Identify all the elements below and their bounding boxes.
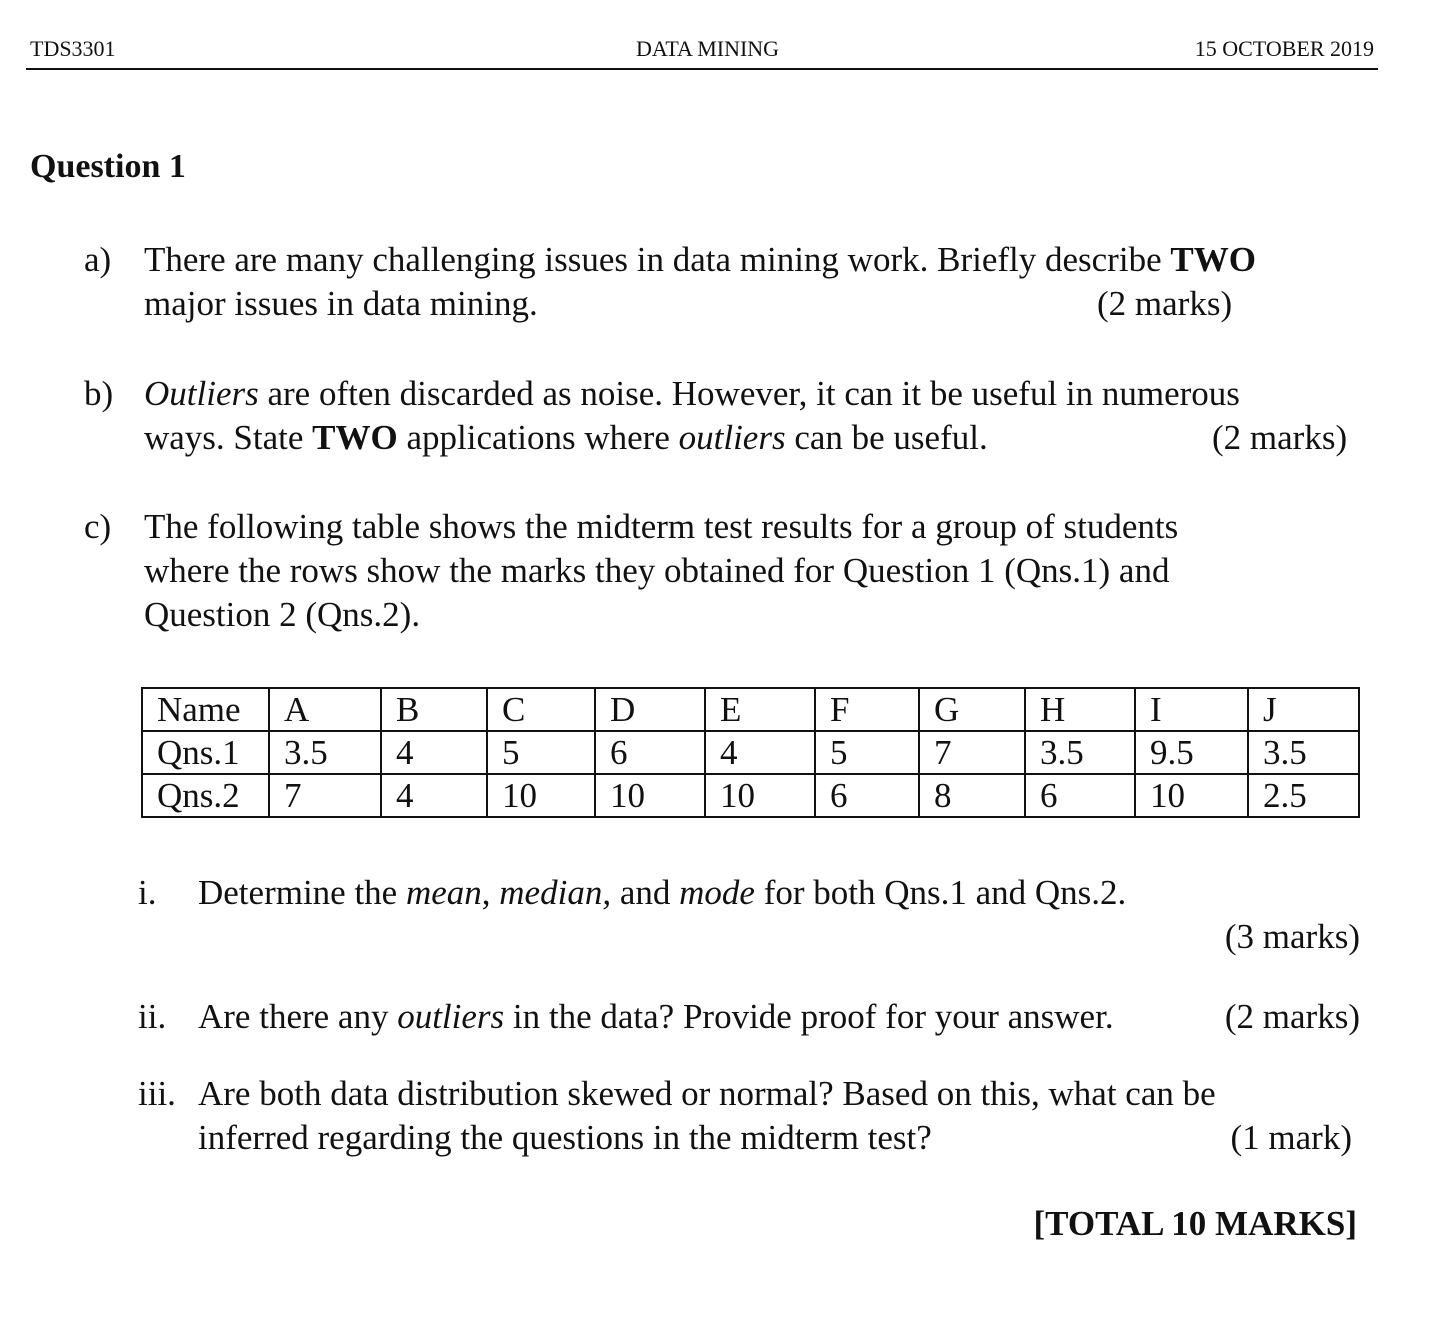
table-cell: 10 [595, 774, 705, 817]
marks-table [141, 687, 1360, 818]
part-a-line2: major issues in data mining. (2 marks) [144, 282, 1362, 326]
table-cell: 3.5 [1025, 731, 1135, 774]
question-title: Question 1 [30, 148, 186, 185]
part-a [84, 238, 1364, 326]
table-cell: C [487, 688, 595, 731]
table-cell: 10 [705, 774, 815, 817]
table-cell: F [815, 688, 919, 731]
part-a-label: a) [84, 240, 112, 279]
table-cell: 2.5 [1248, 774, 1359, 817]
part-c-label: c) [84, 507, 112, 546]
total-marks: [TOTAL 10 MARKS] [1033, 1204, 1357, 1243]
page-header [26, 34, 1378, 70]
table-cell: 9.5 [1135, 731, 1248, 774]
table-cell: 3.5 [269, 731, 381, 774]
part-c [84, 505, 1364, 637]
table-cell: E [705, 688, 815, 731]
sub-question-ii [138, 995, 1360, 1039]
table-cell: J [1248, 688, 1359, 731]
table-cell: B [381, 688, 487, 731]
sub-i-marks: (3 marks) [1224, 917, 1360, 956]
table-cell: 8 [919, 774, 1025, 817]
part-b-label: b) [84, 374, 114, 413]
table-cell: 4 [381, 774, 487, 817]
sub-i-number: i. [138, 873, 157, 912]
table-cell: 6 [815, 774, 919, 817]
part-b-line2: ways. State TWO applications where outliers can be useful. (2 marks) [144, 416, 1362, 460]
sub-question-i [138, 871, 1360, 959]
table-cell: 6 [1025, 774, 1135, 817]
sub-i-line1: Determine the mean, median, and mode for both Qns.1 and Qns.2. [198, 873, 1127, 912]
sub-ii-line1: Are there any outliers in the data? Provide proof for your answer. (2 marks) [198, 995, 1360, 1039]
table-cell: 3.5 [1248, 731, 1359, 774]
sub-iii-line1: Are both data distribution skewed or normal? Based on this, what can be [198, 1074, 1216, 1113]
exam-date: 15 OCTOBER 2019 [1194, 36, 1374, 61]
table-cell: 10 [1135, 774, 1248, 817]
table-cell: 6 [595, 731, 705, 774]
table-cell: Name [142, 688, 269, 731]
table-row [142, 774, 1359, 817]
part-c-line2: where the rows show the marks they obtained for Question 1 (Qns.1) and [144, 551, 1170, 590]
part-a-line1: There are many challenging issues in data mining work. Briefly describe TWO [144, 240, 1256, 279]
part-b [84, 372, 1364, 460]
table-cell: Qns.2 [142, 774, 269, 817]
table-cell: 4 [381, 731, 487, 774]
table-cell: 4 [705, 731, 815, 774]
course-code: TDS3301 [30, 36, 116, 61]
part-a-marks: (2 marks) [1097, 284, 1233, 323]
sub-ii-marks: (2 marks) [1224, 997, 1360, 1036]
part-b-line1: Outliers are often discarded as noise. However, it can it be useful in numerous [144, 374, 1240, 413]
sub-iii-number: iii. [138, 1074, 176, 1113]
table-cell: 10 [487, 774, 595, 817]
subject-title: DATA MINING [636, 36, 780, 61]
table-cell: A [269, 688, 381, 731]
table-cell: D [595, 688, 705, 731]
sub-question-iii [138, 1072, 1360, 1160]
sub-iii-marks: (1 mark) [1230, 1118, 1352, 1157]
table-row [142, 731, 1359, 774]
part-b-marks: (2 marks) [1212, 418, 1348, 457]
table-cell: 7 [919, 731, 1025, 774]
part-c-line1: The following table shows the midterm test results for a group of students [144, 507, 1179, 546]
table-cell: 7 [269, 774, 381, 817]
sub-ii-number: ii. [138, 997, 167, 1036]
table-cell: G [919, 688, 1025, 731]
sub-iii-line2: inferred regarding the questions in the midterm test? (1 mark) [198, 1116, 1360, 1160]
part-c-line3: Question 2 (Qns.2). [144, 595, 421, 634]
table-header-row [142, 688, 1359, 731]
table-cell: H [1025, 688, 1135, 731]
table-cell: 5 [487, 731, 595, 774]
table-cell: Qns.1 [142, 731, 269, 774]
table-cell: I [1135, 688, 1248, 731]
table-cell: 5 [815, 731, 919, 774]
